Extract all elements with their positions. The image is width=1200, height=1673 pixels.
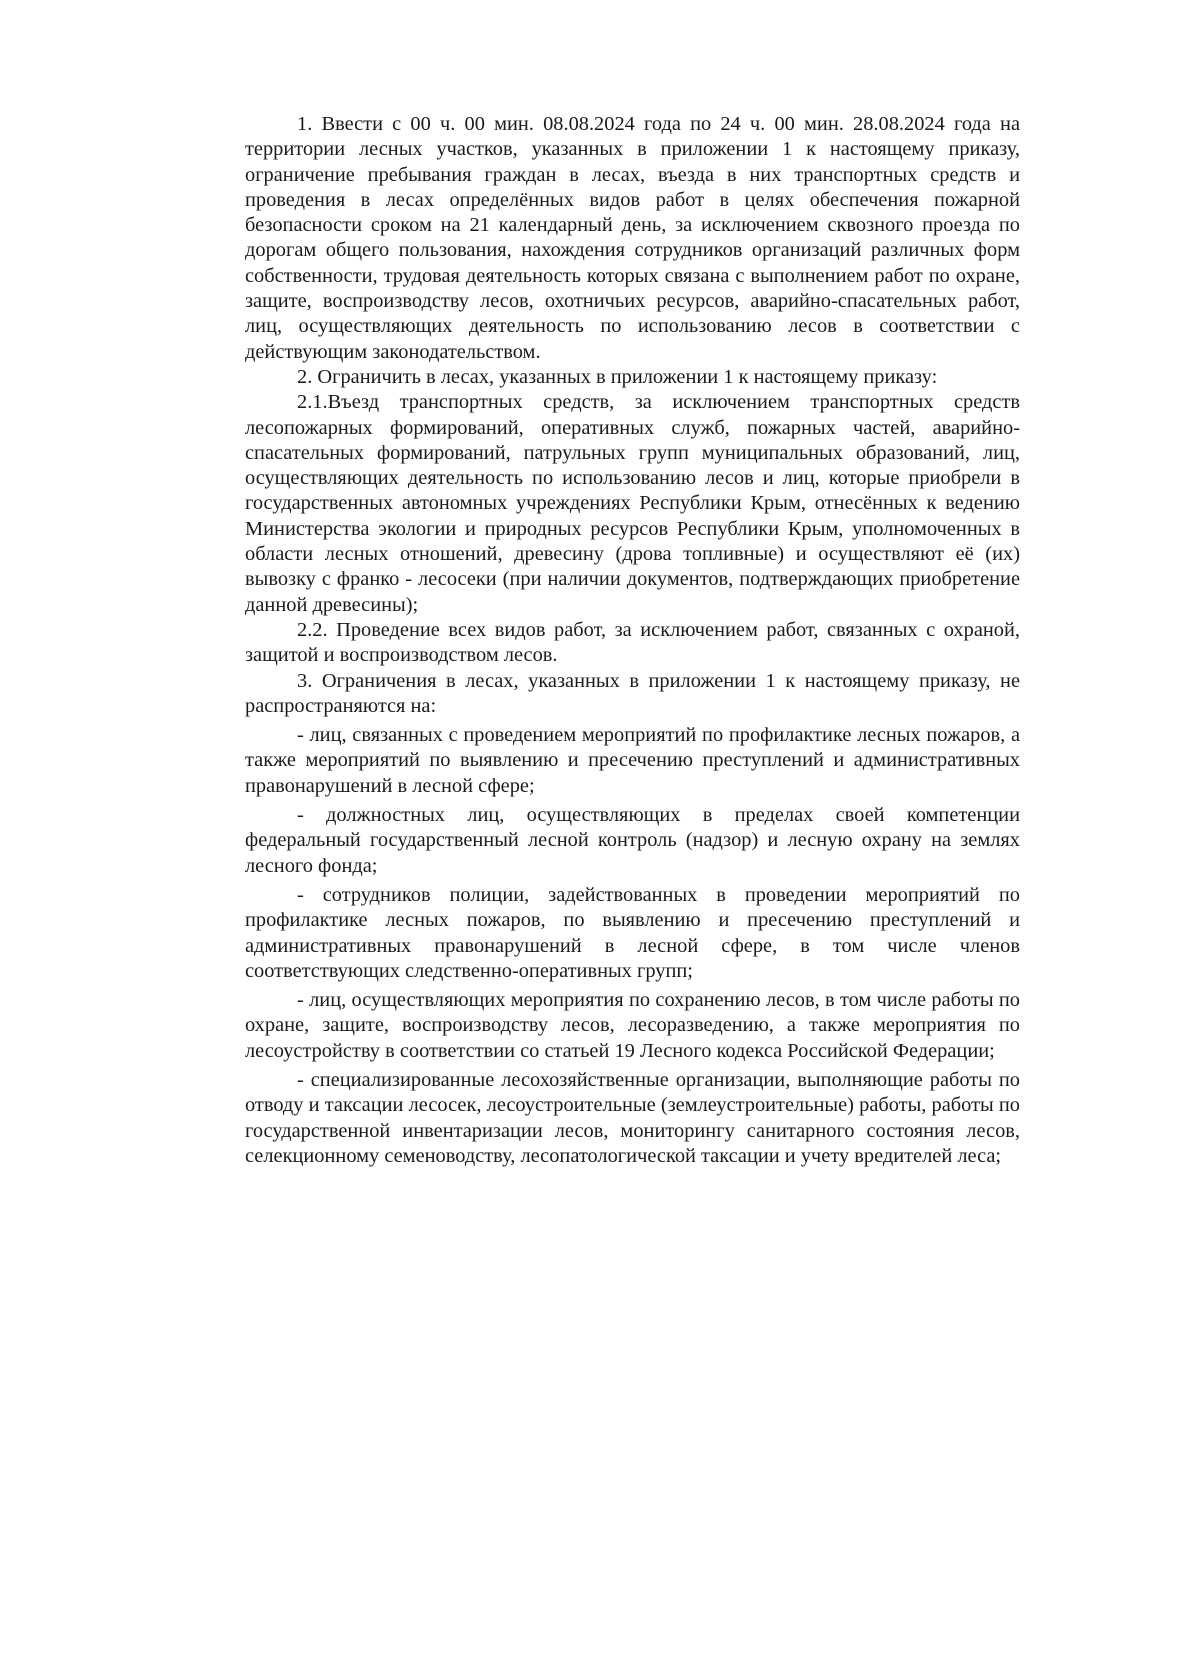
exception-item: - специализированные лесохозяйственные организации, выполняющие работы по отводу и таксации лесосек, лесоустроительные (землеустроительные) работы, работы по государственной инвентаризации лесов, мониторингу санитарного состояния лесов, селекционному семеноводству, лесопатологической таксации и учету вредителей леса; (245, 1068, 1020, 1167)
paragraph-2-2: 2.2. Проведение всех видов работ, за исключением работ, связанных с охраной, защитой и воспроизводством лесов. (245, 618, 1020, 667)
exception-item: - сотрудников полиции, задействованных в проведении мероприятий по профилактике лесных пожаров, по выявлению и пресечению преступлений и административных правонарушений в лесной сфере, в том числе членов соответствующих следственно-оперативных групп; (245, 883, 1020, 982)
paragraph-1: 1. Ввести с 00 ч. 00 мин. 08.08.2024 года по 24 ч. 00 мин. 28.08.2024 года на территории лесных участков, указанных в приложении 1 к настоящему приказу, ограничение пребывания граждан в лесах, въезда в них транспортных средств и проведения в лесах определённых видов работ в целях обеспечения пожарной безопасности сроком на 21 календарный день, за исключением сквозного проезда по дорогам общего пользования, нахождения сотрудников организаций различных форм собственности, трудовая деятельность которых связана с выполнением работ по охране, защите, воспроизводству лесов, охотничьих ресурсов, аварийно-спасательных работ, лиц, осуществляющих деятельность по использованию лесов в соответствии с действующим законодательством. (245, 113, 1020, 363)
exception-item: - лиц, осуществляющих мероприятия по сохранению лесов, в том числе работы по охране, защите, воспроизводству лесов, лесоразведению, а также мероприятия по лесоустройству в соответствии со статьей 19 Лесного кодекса Российской Федерации; (245, 989, 1020, 1062)
exception-item: - лиц, связанных с проведением мероприятий по профилактике лесных пожаров, а также мероприятий по выявлению и пресечению преступлений и административных правонарушений в лесной сфере; (245, 724, 1020, 797)
document-body (245, 112, 1020, 1169)
exception-item: - должностных лиц, осуществляющих в пределах своей компетенции федеральный государственный лесной контроль (надзор) и лесную охрану на землях лесного фонда; (245, 804, 1020, 877)
paragraph-3: 3. Ограничения в лесах, указанных в приложении 1 к настоящему приказу, не распространяются на: (245, 669, 1020, 717)
paragraph-2: 2. Ограничить в лесах, указанных в приложении 1 к настоящему приказу: (297, 365, 938, 388)
paragraph-2-1: 2.1.Въезд транспортных средств, за исключением транспортных средств лесопожарных формирований, оперативных служб, пожарных частей, аварийно-спасательных формирований, патрульных групп муниципальных образований, лиц, осуществляющих деятельность по использованию лесов и лиц, которые приобрели в государственных автономных учреждениях Республики Крым, отнесённых к ведению Министерства экологии и природных ресурсов Республики Крым, уполномоченных в области лесных отношений, древесину (дрова топливные) и осуществляют её (их) вывозку с франко - лесосеки (при наличии документов, подтверждающих приобретение данной древесины); (245, 391, 1020, 616)
